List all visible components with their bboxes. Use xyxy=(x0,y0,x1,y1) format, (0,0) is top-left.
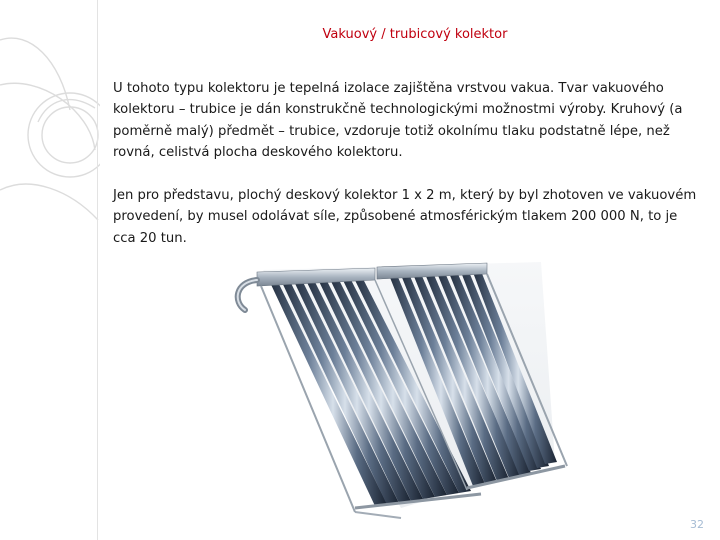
page-number: 32 xyxy=(690,518,704,531)
slide-title: Vakuový / trubicový kolektor xyxy=(322,27,508,42)
left-frame-line xyxy=(97,0,98,540)
decorative-arcs xyxy=(0,0,100,260)
paragraph-vacuum-insulation: U tohoto typu kolektoru je tepelná izolace zajištěna vrstvou vakua. Tvar vakuového kolektoru – trubice je dán konstrukčně technologickými možnostmi výroby. Kruhový (a poměrně malý) předmět – trubice, vzdoruje totiž okolnímu tlaku podstatně lépe, než rovná, celistvá plocha deskového kolektoru. xyxy=(113,81,683,160)
vacuum-tube-collector-image xyxy=(205,262,575,520)
paragraph-pressure-example: Jen pro představu, plochý deskový kolektor 1 x 2 m, který by byl zhotoven ve vakuovém provedení, by musel odolávat síle, způsobené atmosférickým tlakem 200 000 N, to je cca 20 tun. xyxy=(113,188,697,246)
